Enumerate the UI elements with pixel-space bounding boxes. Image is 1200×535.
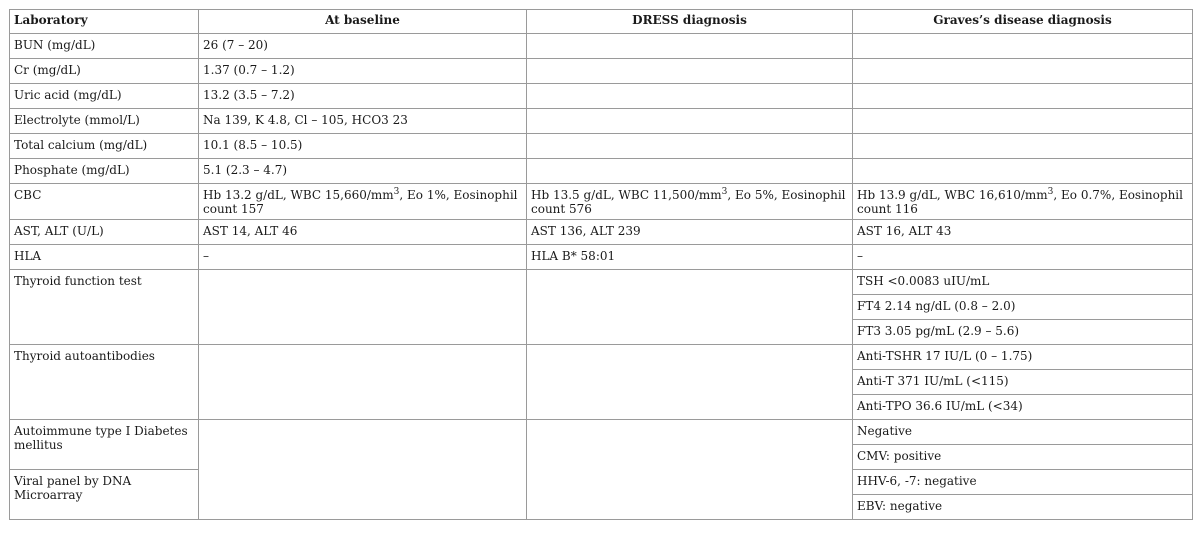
table-row	[10, 109, 1193, 134]
graves-cell	[853, 109, 1193, 134]
table-row	[10, 159, 1193, 184]
table-row	[10, 84, 1193, 109]
row-label: Uric acid (mg/dL)	[10, 84, 199, 109]
dress-cell	[527, 184, 853, 220]
table-row	[10, 220, 1193, 245]
dress-cell: AST 136, ALT 239	[527, 220, 853, 245]
row-label: Cr (mg/dL)	[10, 59, 199, 84]
dress-cell	[527, 59, 853, 84]
graves-cell: FT3 3.05 pg/mL (2.9 – 5.6)	[853, 320, 1193, 345]
superscript: 3	[393, 187, 400, 197]
cbc-dress-text: Hb 13.5 g/dL, WBC 11,500/mm	[531, 188, 722, 202]
graves-cell: Anti-T 371 IU/mL (<115)	[853, 370, 1193, 395]
graves-cell	[853, 184, 1193, 220]
row-label: Electrolyte (mmol/L)	[10, 109, 199, 134]
graves-cell: AST 16, ALT 43	[853, 220, 1193, 245]
table-row	[10, 345, 1193, 370]
row-label: CBC	[10, 184, 199, 220]
baseline-cell	[199, 420, 527, 520]
baseline-cell: 5.1 (2.3 – 4.7)	[199, 159, 527, 184]
graves-cell: TSH <0.0083 uIU/mL	[853, 270, 1193, 295]
header-dress-diagnosis: DRESS diagnosis	[527, 10, 853, 34]
row-label: Thyroid autoantibodies	[10, 345, 199, 420]
header-laboratory: Laboratory	[10, 10, 199, 34]
table-row	[10, 420, 1193, 445]
table-row	[10, 34, 1193, 59]
dress-cell	[527, 84, 853, 109]
dress-cell	[527, 109, 853, 134]
graves-cell: Anti-TPO 36.6 IU/mL (<34)	[853, 395, 1193, 420]
dress-cell	[527, 270, 853, 345]
dress-cell	[527, 34, 853, 59]
graves-cell: EBV: negative	[853, 495, 1193, 520]
table-row	[10, 59, 1193, 84]
row-label: Autoimmune type I Diabetes mellitus	[10, 420, 199, 470]
baseline-cell: AST 14, ALT 46	[199, 220, 527, 245]
graves-cell: FT4 2.14 ng/dL (0.8 – 2.0)	[853, 295, 1193, 320]
row-label: Phosphate (mg/dL)	[10, 159, 199, 184]
header-row	[10, 10, 1193, 34]
superscript: 3	[1047, 187, 1054, 197]
row-label: Thyroid function test	[10, 270, 199, 345]
baseline-cell: 10.1 (8.5 – 10.5)	[199, 134, 527, 159]
graves-cell: HHV-6, -7: negative	[853, 470, 1193, 495]
dress-cell	[527, 134, 853, 159]
cbc-baseline-text: Hb 13.2 g/dL, WBC 15,660/mm	[203, 188, 394, 202]
table-row	[10, 134, 1193, 159]
dress-cell: HLA B* 58:01	[527, 245, 853, 270]
dress-cell	[527, 420, 853, 520]
graves-cell: –	[853, 245, 1193, 270]
baseline-cell: 1.37 (0.7 – 1.2)	[199, 59, 527, 84]
cbc-dress-text-rest: , Eo 5%, Eosinophil count 576	[531, 188, 846, 216]
cbc-graves-text-rest: , Eo 0.7%, Eosinophil count 116	[857, 188, 1183, 216]
header-graves-diagnosis: Graves’s disease diagnosis	[853, 10, 1193, 34]
baseline-cell: Na 139, K 4.8, Cl – 105, HCO3 23	[199, 109, 527, 134]
row-label: Viral panel by DNA Microarray	[10, 470, 199, 520]
row-label: AST, ALT (U/L)	[10, 220, 199, 245]
header-at-baseline: At baseline	[199, 10, 527, 34]
graves-cell: CMV: positive	[853, 445, 1193, 470]
baseline-cell	[199, 345, 527, 420]
graves-cell: Negative	[853, 420, 1193, 445]
cbc-graves-text: Hb 13.9 g/dL, WBC 16,610/mm	[857, 188, 1048, 202]
cbc-baseline-text-rest: , Eo 1%, Eosinophil count 157	[203, 188, 518, 216]
graves-cell: Anti-TSHR 17 IU/L (0 – 1.75)	[853, 345, 1193, 370]
table-row-cbc	[10, 184, 1193, 220]
baseline-cell: –	[199, 245, 527, 270]
dress-cell	[527, 159, 853, 184]
graves-cell	[853, 84, 1193, 109]
row-label: BUN (mg/dL)	[10, 34, 199, 59]
laboratory-table	[9, 9, 1193, 520]
baseline-cell: 26 (7 – 20)	[199, 34, 527, 59]
graves-cell	[853, 34, 1193, 59]
table-row	[10, 245, 1193, 270]
table-row	[10, 270, 1193, 295]
graves-cell	[853, 134, 1193, 159]
baseline-cell	[199, 184, 527, 220]
superscript: 3	[721, 187, 728, 197]
graves-cell	[853, 159, 1193, 184]
baseline-cell: 13.2 (3.5 – 7.2)	[199, 84, 527, 109]
graves-cell	[853, 59, 1193, 84]
row-label: Total calcium (mg/dL)	[10, 134, 199, 159]
dress-cell	[527, 345, 853, 420]
row-label: HLA	[10, 245, 199, 270]
baseline-cell	[199, 270, 527, 345]
